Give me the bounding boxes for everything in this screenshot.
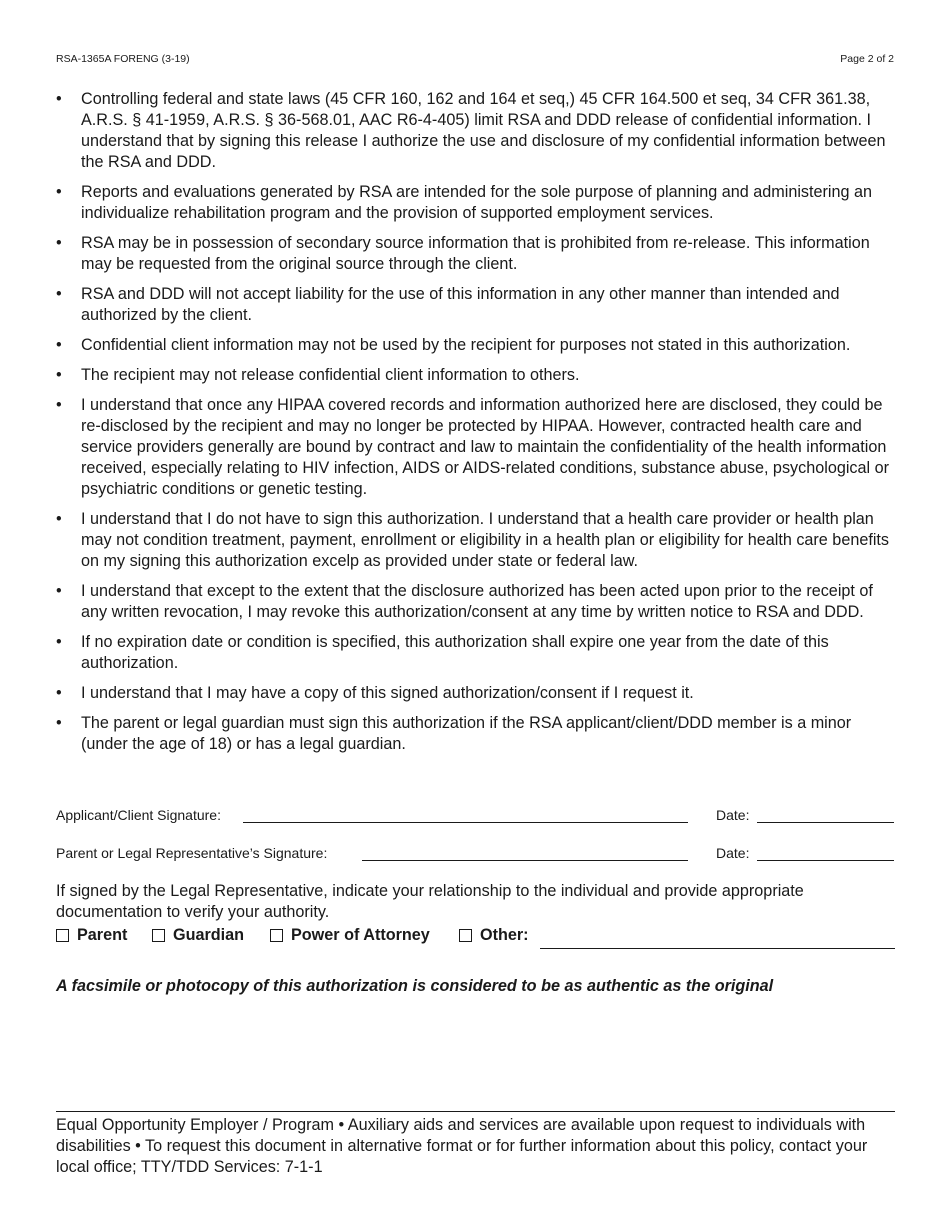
other-relationship-field[interactable] [540, 948, 895, 949]
bullet-marker: • [56, 183, 62, 201]
list-item [56, 335, 896, 356]
page-number: Page 2 of 2 [840, 53, 894, 65]
applicant-signature-row [56, 803, 894, 825]
list-item [56, 632, 896, 674]
parent-option[interactable] [56, 926, 127, 945]
power-of-attorney-checkbox[interactable] [270, 929, 283, 942]
applicant-signature-field[interactable] [243, 822, 688, 823]
parent-date-field[interactable] [757, 860, 894, 861]
guardian-checkbox[interactable] [152, 929, 165, 942]
list-item [56, 713, 896, 755]
bullet-marker: • [56, 510, 62, 528]
date-label: Date: [716, 845, 750, 861]
legal-representative-instructions: If signed by the Legal Representative, indicate your relationship to the individual and provide appropriate documentation to verify your authority. [56, 882, 804, 921]
power-of-attorney-option[interactable] [270, 926, 430, 945]
other-option-label: Other: [480, 926, 529, 944]
bullet-marker: • [56, 366, 62, 384]
list-item-text: I understand that once any HIPAA covered records and information authorized here are disclosed, they could be re-disclosed by the recipient and may no longer be protected by HIPAA. However, contracted health care and service providers generally are bound by contract and law to maintain the confidentiality of the health information received, especially relating to HIV infection, AIDS or AIDS-related conditions, substance abuse, psychological or psychiatric conditions or genetic testing. [81, 396, 890, 498]
list-item [56, 365, 896, 386]
bullet-marker: • [56, 234, 62, 252]
date-label: Date: [716, 807, 750, 823]
bullet-marker: • [56, 336, 62, 354]
list-item-text: I understand that I do not have to sign this authorization. I understand that a health care provider or health plan may not condition treatment, payment, enrollment or eligibility in a health plan or eligibility for health care benefits on my signing this authorization excelp as provided under state or federal law. [81, 510, 890, 570]
list-item-text: If no expiration date or condition is specified, this authorization shall expire one year from the date of this authorization. [81, 633, 829, 672]
bullet-marker: • [56, 714, 62, 732]
applicant-date-field[interactable] [757, 822, 894, 823]
bullet-marker: • [56, 633, 62, 651]
list-item-text: The recipient may not release confidential client information to others. [81, 366, 580, 384]
list-item-text: Controlling federal and state laws (45 CFR 160, 162 and 164 et seq,) 45 CFR 164.500 et seq, 34 CFR 361.38, A.R.S. § 41-1959, A.R.S. § 36-568.01, AAC R6-4-405) limit RSA and DDD release of confidential information. I understand that by signing this release I authorize the use and disclosure of my confidential information between the RSA and DDD. [81, 90, 886, 171]
list-item [56, 182, 896, 224]
authorization-terms-list [56, 89, 896, 764]
bullet-marker: • [56, 582, 62, 600]
parent-signature-label: Parent or Legal Representative’s Signature: [56, 845, 328, 861]
footer-divider [56, 1111, 895, 1112]
list-item [56, 581, 896, 623]
list-item [56, 233, 896, 275]
list-item-text: I understand that except to the extent that the disclosure authorized has been acted upon prior to the receipt of any written revocation, I may revoke this authorization/consent at any time by written notice to RSA and DDD. [81, 582, 873, 621]
list-item [56, 284, 896, 326]
guardian-option-label: Guardian [173, 926, 245, 944]
list-item-text: Confidential client information may not be used by the recipient for purposes not stated in this authorization. [81, 336, 851, 354]
list-item [56, 89, 896, 173]
list-item-text: RSA may be in possession of secondary source information that is prohibited from re-release. This information may be requested from the original source through the client. [81, 234, 870, 273]
parent-checkbox[interactable] [56, 929, 69, 942]
power-of-attorney-option-label: Power of Attorney [291, 926, 430, 944]
applicant-signature-label: Applicant/Client Signature: [56, 807, 221, 823]
list-item [56, 509, 896, 572]
bullet-marker: • [56, 684, 62, 702]
list-item-text: RSA and DDD will not accept liability for the use of this information in any other manner than intended and authorized by the client. [81, 285, 840, 324]
list-item [56, 683, 896, 704]
facsimile-notice: A facsimile or photocopy of this authorization is considered to be as authentic as the original [56, 977, 774, 995]
list-item-text: Reports and evaluations generated by RSA are intended for the sole purpose of planning and administering an individualize rehabilitation program and the provision of supported employment services. [81, 183, 873, 222]
guardian-option[interactable] [152, 926, 244, 945]
footer-notice: Equal Opportunity Employer / Program • Auxiliary aids and services are available upon request to individuals with disabilities • To request this document in alternative format or for further information about this policy, contact your local office; TTY/TDD Services: 7-1-1 [56, 1116, 868, 1176]
list-item-text: I understand that I may have a copy of this signed authorization/consent if I request it. [81, 684, 694, 702]
form-id: RSA-1365A FORENG (3-19) [56, 53, 190, 65]
bullet-marker: • [56, 90, 62, 108]
other-checkbox[interactable] [459, 929, 472, 942]
bullet-marker: • [56, 285, 62, 303]
parent-signature-field[interactable] [362, 860, 688, 861]
other-option[interactable] [459, 926, 529, 945]
list-item-text: The parent or legal guardian must sign this authorization if the RSA applicant/client/DDD member is a minor (under the age of 18) or has a legal guardian. [81, 714, 852, 753]
parent-signature-row [56, 841, 894, 863]
list-item [56, 395, 896, 500]
parent-option-label: Parent [77, 926, 128, 944]
bullet-marker: • [56, 396, 62, 414]
relationship-options [56, 926, 894, 950]
